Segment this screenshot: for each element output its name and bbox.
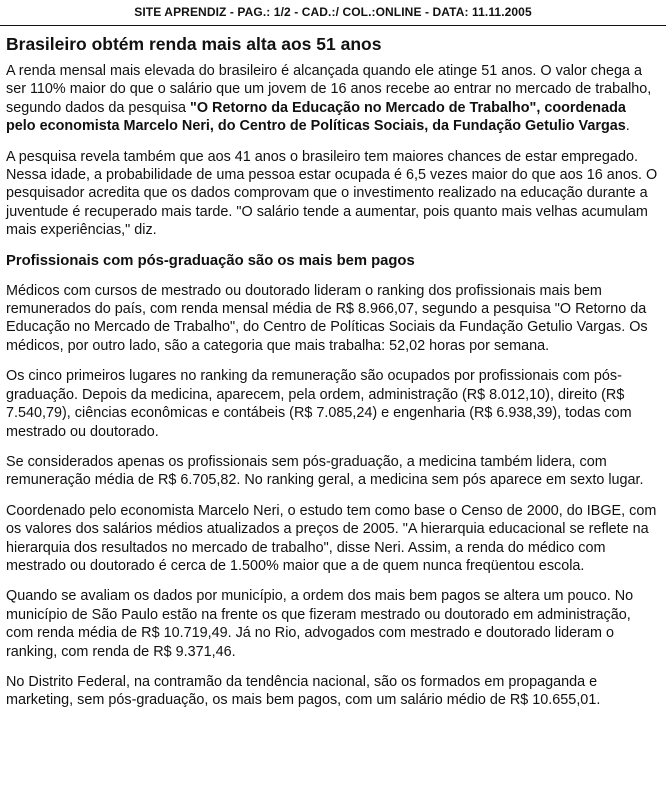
header-column-label: - CAD.:/ COL.: [290, 5, 376, 19]
article-paragraph-6: Coordenado pelo economista Marcelo Neri, o estudo tem como base o Censo de 2000, do IBGE, com os valores dos salários médios atualizados a preços de 2005. "A hierarquia educacional se reflete na hierarquia dos resultados no mercado de trabalho", disse Neri. Assim, a renda do médico com mestrado ou doutorado é cerca de 1.500% maior que a de quem nunca freqüentou escola. [6, 502, 657, 574]
header-date-label: - DATA: [421, 5, 472, 19]
header-page-label: - PAG.: [226, 5, 274, 19]
article-paragraph-2: A pesquisa revela também que aos 41 anos o brasileiro tem maiores chances de estar empregado. Nessa idade, a probabilidade de uma pessoa estar ocupada é 6,5 vezes maior do que aos 16 anos. O pesquisador acredita que os dados comprovam que o investimento realizado na educação durante a juventude é recuperado mais tarde. "O salário tende a aumentar, pois quanto mais velhas acumulam mais experiências," diz. [6, 148, 658, 239]
header-date: 11.11.2005 [472, 5, 532, 19]
article-paragraph-4: Os cinco primeiros lugares no ranking da remuneração são ocupados por profissionais com pós-graduação. Depois da medicina, aparecem, pela ordem, administração (R$ 8.012,10), direito (R$ 7.540,79), ciências econômicas e contábeis (R$ 7.085,24) e engenharia (R$ 6.938,39), todas com mestrado ou doutorado. [6, 368, 632, 440]
article-subheading: Profissionais com pós-graduação são os mais bem pagos [6, 252, 415, 269]
article-paragraph-3: Médicos com cursos de mestrado ou doutorado lideram o ranking dos profissionais mais bem remunerados do país, com renda mensal média de R$ 8.966,07, segundo a pesquisa "O Retorno da Educação no Mercado de Trabalho", do Centro de Políticas Sociais da Fundação Getulio Vargas. Os médicos, por outro lado, são a categoria que mais trabalha: 52,02 horas por semana. [6, 282, 648, 354]
article [6, 34, 658, 722]
header-page: 1/2 [273, 5, 291, 19]
paragraph-1-bold: "O Retorno da Educação no Mercado de Trabalho", coordenada pelo economista Marcelo Neri, do Centro de Políticas Sociais, da Fundação Getulio Vargas [6, 99, 626, 135]
paragraph-1-text: A renda mensal mais elevada do brasileiro é alcançada quando ele atinge 51 anos. O valor chega a ser 110% maior do que o salário que um jovem de 16 anos recebe ao entrar no mercado de trabalho, segundo dados da pesquisa [6, 63, 652, 116]
header-column: ONLINE [375, 5, 422, 19]
article-paragraph-5: Se considerados apenas os profissionais sem pós-graduação, a medicina também lidera, com remuneração média de R$ 6.705,82. No ranking geral, a medicina sem pós aparece em sexto lugar. [6, 453, 644, 489]
article-paragraph-1 [6, 62, 658, 136]
header-site: SITE APRENDIZ [134, 5, 227, 19]
article-title: Brasileiro obtém renda mais alta aos 51 anos [6, 34, 382, 54]
paragraph-1-end: . [625, 118, 630, 135]
article-paragraph-7: Quando se avaliam os dados por município, a ordem dos mais bem pagos se altera um pouco. No município de São Paulo estão na frente os que fizeram mestrado ou doutorado em administração, com renda média de R$ 10.719,49. Já no Rio, advogados com mestrado e doutorado lideram o ranking, com renda de R$ 9.371,46. [6, 588, 634, 660]
article-paragraph-8: No Distrito Federal, na contramão da tendência nacional, são os formados em propaganda e marketing, sem pós-graduação, os mais bem pagos, com um salário médio de R$ 10.655,01. [6, 673, 601, 709]
page-header [0, 0, 666, 26]
header-divider [0, 25, 666, 26]
